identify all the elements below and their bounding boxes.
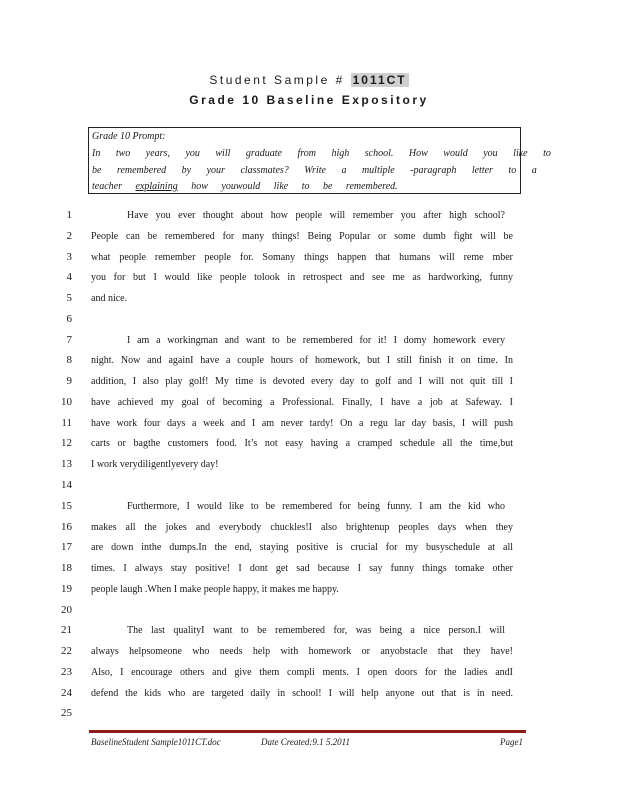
prompt-line4-end: how youwould like to be remembered. xyxy=(191,181,398,192)
essay-line: what people remember people for. Somany things happen that humans will reme mber xyxy=(91,252,513,263)
essay-line: People can be remembered for many things! Being Popular or some dumb fight will be xyxy=(91,231,513,242)
footer-date-created: Date Created:9.1 5.2011 xyxy=(261,737,350,747)
line-number: 5 xyxy=(66,292,72,304)
prompt-line4-start: teacher xyxy=(92,181,122,192)
line-number: 6 xyxy=(66,313,72,325)
footer-page-number: Page1 xyxy=(500,737,523,747)
essay-line: are down inthe dumps.In the end, staying positive is crucial for my busyschedule at all xyxy=(91,542,513,553)
line-number: 19 xyxy=(61,583,72,595)
essay-line: have achieved my goal of becoming a Professional. Finally, I have a job at Safeway. I xyxy=(91,397,513,408)
page-title xyxy=(0,73,618,87)
footer xyxy=(91,737,523,751)
essay-line: Furthermore, I would like to be remembered for being funny. I am the kid who xyxy=(127,501,505,512)
line-number: 17 xyxy=(61,541,72,553)
essay-line: defend the kids who are targeted daily in school! I will help anyone out that is in need. xyxy=(91,688,513,699)
prompt-box xyxy=(88,127,551,194)
essay-line: addition, I also play golf! My time is devoted every day to golf and I will not quit till I xyxy=(91,376,513,387)
line-number: 9 xyxy=(66,375,72,387)
line-number: 12 xyxy=(61,437,72,449)
essay-line: and nice. xyxy=(91,293,128,304)
essay-line: The last qualityI want to be remembered for, was being a nice person.I will xyxy=(127,625,505,636)
essay-line: people laugh .When I make people happy, it makes me happy. xyxy=(91,584,339,595)
sample-code-highlight: 1011CT xyxy=(352,73,407,87)
title-prefix: Student Sample # xyxy=(209,73,345,87)
prompt-line: Grade 10 Prompt: xyxy=(92,131,166,142)
footer-doc-name: BaselineStudent Sample1011CT.doc xyxy=(91,737,221,747)
line-number: 14 xyxy=(61,479,72,491)
line-number: 23 xyxy=(61,666,72,678)
prompt-line: be remembered by your classmates? Write a multiple -paragraph letter to a xyxy=(92,165,537,176)
essay-line: you for but I would like people tolook in retrospect and see me as hardworking, funny xyxy=(91,272,513,283)
line-number: 21 xyxy=(61,624,72,636)
line-number: 20 xyxy=(61,604,72,616)
essay-line: night. Now and againI have a couple hours of homework, but I still finish it on time. In xyxy=(91,355,513,366)
line-number: 8 xyxy=(66,354,72,366)
essay-line: carts or bagthe customers food. It’s not easy having a cramped schedule all the time,but xyxy=(91,438,513,449)
line-number: 16 xyxy=(61,521,72,533)
line-number: 2 xyxy=(66,230,72,242)
line-number: 22 xyxy=(61,645,72,657)
prompt-underlined-word: explaining xyxy=(135,181,178,192)
essay-line: Also, I encourage others and give them compli ments. I open doors for the ladies andI xyxy=(91,667,513,678)
essay-line: times. I always stay positive! I dont get sad because I say funny things tomake other xyxy=(91,563,513,574)
essay-line: I am a workingman and want to be remembered for it! I domy homework every xyxy=(127,335,505,346)
line-number: 4 xyxy=(66,271,72,283)
line-number: 18 xyxy=(61,562,72,574)
line-number: 1 xyxy=(66,209,72,221)
line-number: 15 xyxy=(61,500,72,512)
line-number: 7 xyxy=(66,334,72,346)
line-number: 13 xyxy=(61,458,72,470)
line-number: 10 xyxy=(61,396,72,408)
essay-line: have work four days a week and I am never tardy! On a regu lar day basis, I will push xyxy=(91,418,513,429)
page-subtitle: Grade 10 Baseline Expository xyxy=(189,93,429,107)
essay-line: makes all the jokes and everybody chuckles!I also brightenup peoples days when they xyxy=(91,522,513,533)
line-number: 25 xyxy=(61,707,72,719)
footer-divider xyxy=(89,730,526,733)
essay-line: always helpsomeone who needs help with homework or anyobstacle that they have! xyxy=(91,646,513,657)
essay-line: I work verydiligentlyevery day! xyxy=(91,459,219,470)
line-number: 11 xyxy=(61,417,72,429)
prompt-line xyxy=(92,181,398,192)
line-number: 24 xyxy=(61,687,72,699)
essay-line: Have you ever thought about how people will remember you after high school? xyxy=(127,210,505,221)
prompt-line: In two years, you will graduate from high school. How would you like to xyxy=(92,148,551,159)
line-number: 3 xyxy=(66,251,72,263)
